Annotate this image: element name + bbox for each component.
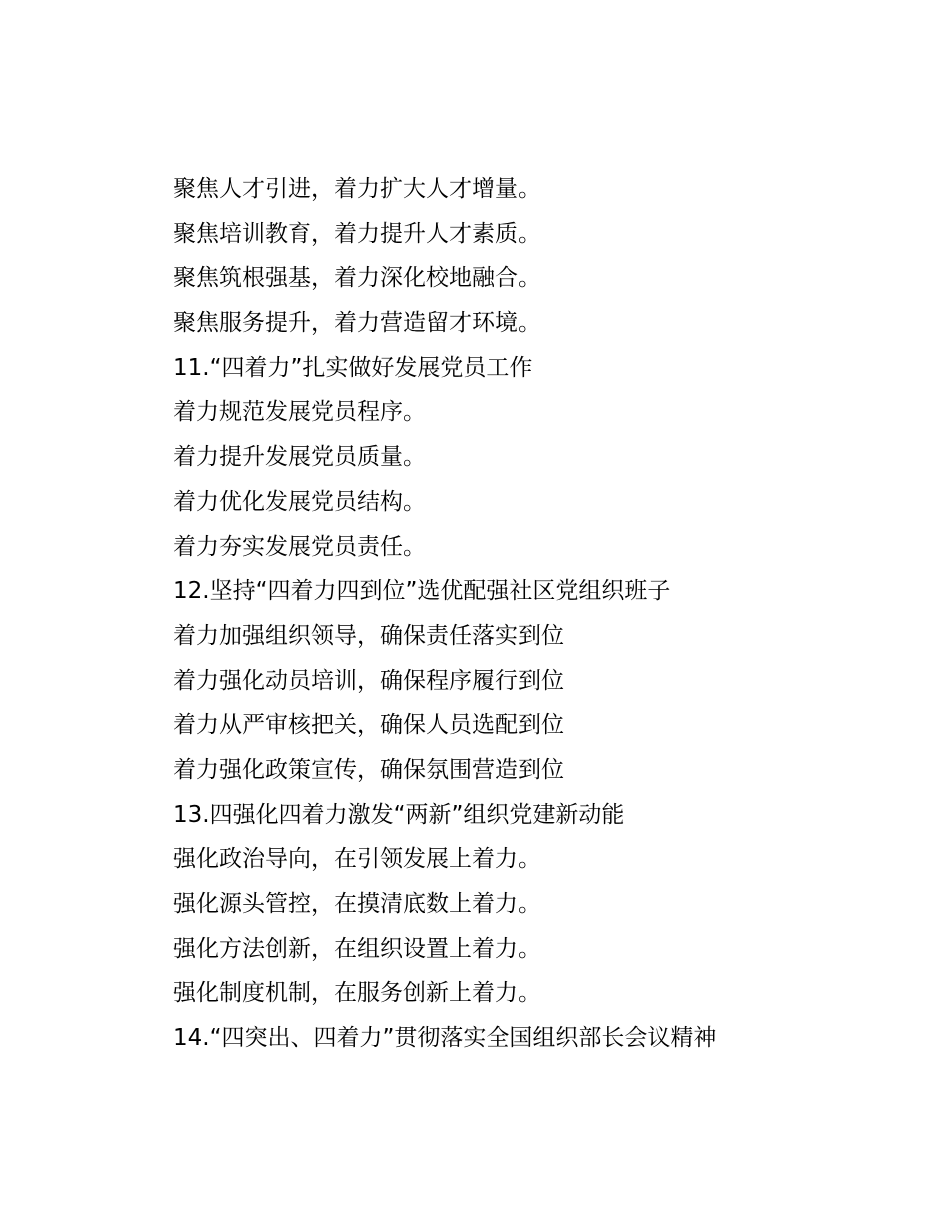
text-line: 强化方法创新，在组织设置上着力。 [173, 935, 541, 962]
text-line: 聚焦服务提升，着力营造留才环境。 [173, 310, 541, 337]
text-line: 着力从严审核把关，确保人员选配到位 [173, 712, 564, 739]
text-line: 聚焦人才引进，着力扩大人才增量。 [173, 176, 541, 202]
text-line: 强化制度机制，在服务创新上着力。 [173, 980, 541, 1007]
text-line: 强化源头管控，在摸清底数上着力。 [173, 891, 541, 917]
section-heading: 13.四强化四着力激发“两新”组织党建新动能 [173, 801, 625, 828]
text-line: 强化政治导向，在引领发展上着力。 [173, 846, 541, 873]
section-heading: 12.坚持“四着力四到位”选优配强社区党组织班子 [173, 578, 671, 605]
text-line: 着力加强组织领导，确保责任落实到位 [173, 622, 564, 649]
text-line: 着力夯实发展党员责任。 [173, 533, 426, 560]
section-heading: 11.“四着力”扎实做好发展党员工作 [173, 354, 533, 381]
text-line: 着力强化政策宣传，确保氛围营造到位 [173, 756, 564, 783]
document-body [173, 167, 873, 1061]
text-line: 着力提升发展党员质量。 [173, 444, 426, 471]
text-line: 着力规范发展党员程序。 [173, 399, 426, 426]
text-line: 着力优化发展党员结构。 [173, 488, 426, 515]
text-line: 着力强化动员培训，确保程序履行到位 [173, 667, 564, 694]
section-heading: 14.“四突出、四着力”贯彻落实全国组织部长会议精神 [173, 1025, 717, 1052]
text-line: 聚焦培训教育，着力提升人才素质。 [173, 220, 541, 247]
text-line: 聚焦筑根强基，着力深化校地融合。 [173, 265, 541, 292]
